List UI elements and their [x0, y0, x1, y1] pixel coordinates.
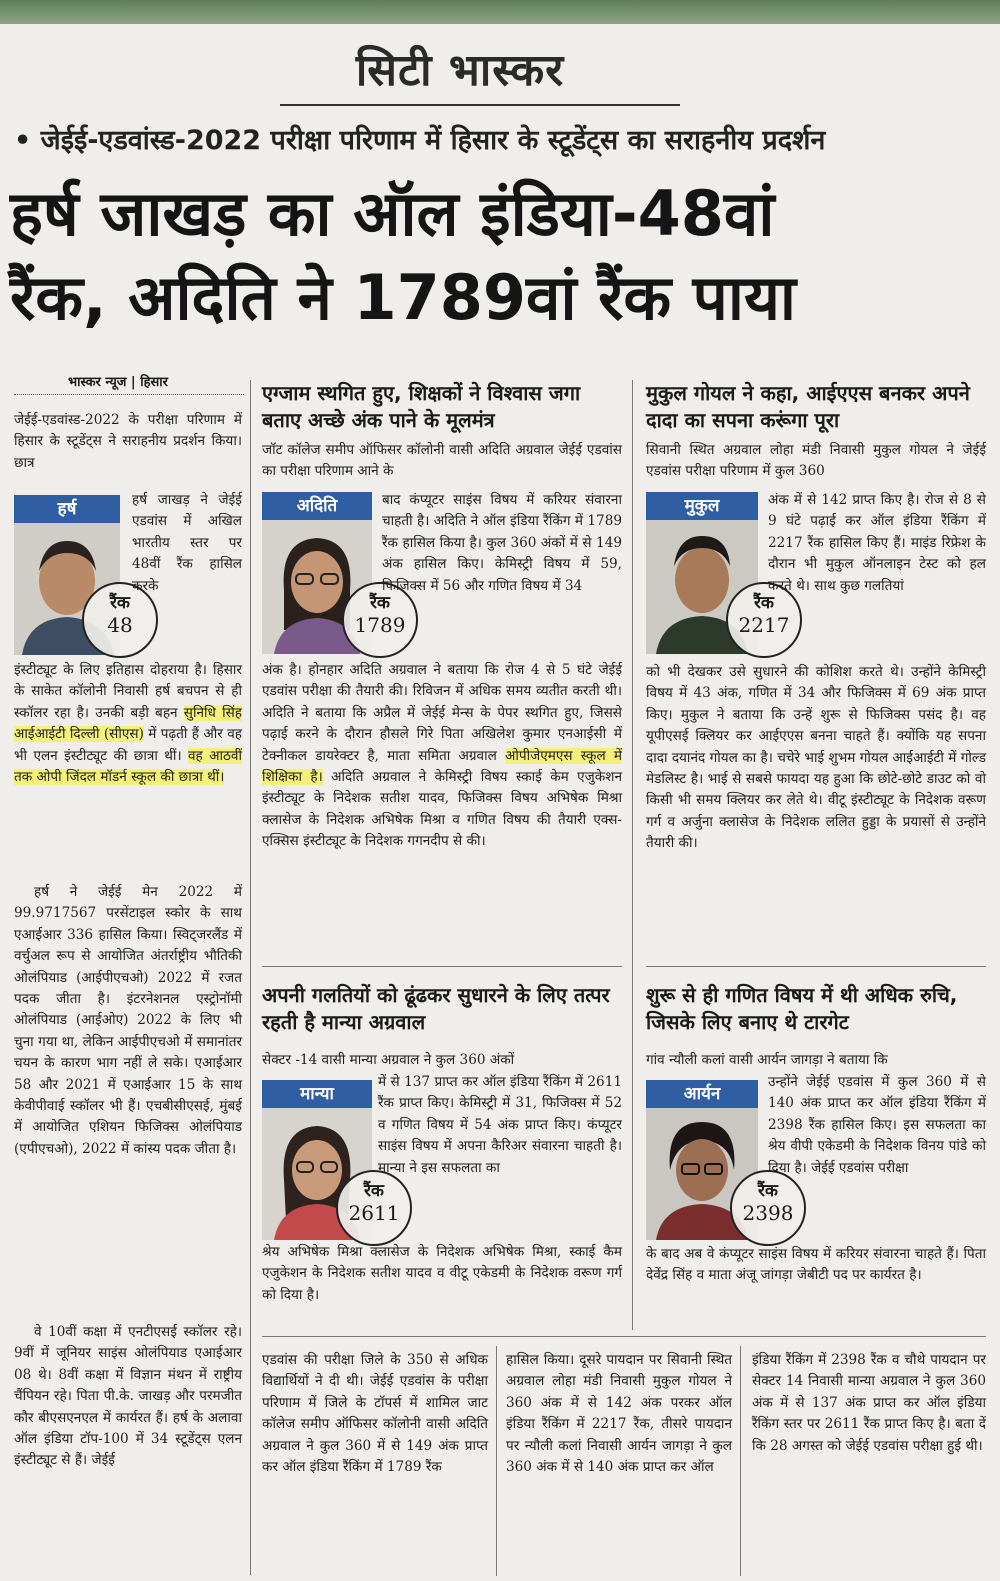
harsh-p1-c: में पढ़ती हैं और वह भी एलन इंस्टीट्यूट की छात्रा थीं। [14, 726, 242, 764]
section-rule-aryan [646, 966, 986, 967]
bottom-column-1: एडवांस की परीक्षा जिले के 350 से अधिक विद्यार्थियों ने दी थी। जेईई एडवांस के परीक्षा परिणाम में जिले के टॉपर्स में शामिल जाट कॉलेज समीप ऑफिसर कॉलोनी वासी अदिति अग्रवाल ने कुल 360 में से 149 अंक प्राप्त कर ऑल इंडिया रैंकिंग में 1789 रैंक [262, 1352, 488, 1476]
harsh-p1-highlight: सुनिधि सिंह आईआईटी दिल्ली (सीएस) [14, 704, 243, 743]
aditi-photo-label: अदिति [262, 492, 372, 520]
manya-rank-number: 2611 [348, 1201, 400, 1225]
manya-rank-badge [336, 1170, 412, 1246]
aryan-rank-number: 2398 [742, 1201, 794, 1225]
manya-body: श्रेय अभिषेक मिश्रा क्लासेज के निदेशक अभिषेक मिश्रा, स्काई कैम एजुकेशन के निदेशक सतीश यादव व वीटू एकेडमी के निदेशक वरूण गर्ग को दिया है। [262, 1244, 622, 1303]
harsh-paragraph-2: हर्ष ने जेईई मेन 2022 में 99.9717567 परसेंटाइल स्कोर के साथ एआईआर 336 हासिल किया। स्विट्जरलैंड में वर्चुअल रूप से आयोजित अंतर्राष्ट्रीय भौतिकी ओलंपियाड (आईपीएचओ) 2022 में रजत पदक जीता है। इंटरनेशनल एस्ट्रोनॉमी ओलंपियाड (आईओए) 2022 के लिए भी चुना गया था, लेकिन आईपीएचओ में समानांतर चयन के कारण भाग नहीं ले सके। एआईआर 58 और 2021 में एआईआर 15 के साथ केवीपीवाई स्कॉलर भी हैं। एचबीसीएसई, मुंबई में आयोजित एशियन फिजिक्स ओलंपियाड (एपीएचओ), 2022 में कांस्य पदक जीता है। [14, 884, 242, 1157]
aryan-photo-label: आर्यन [646, 1080, 758, 1108]
aditi-intro: जॉट कॉलेज समीप ऑफिसर कॉलोनी वासी अदिति अग्रवाल जेईई एडवांस का परीक्षा परिणाम आने के [262, 442, 622, 480]
bottom-column-rule-2 [740, 1346, 741, 1576]
section-rule-manya [262, 966, 622, 967]
aryan-body: के बाद अब वे कंप्यूटर साइंस विषय में करियर संवारना चाहते हैं। पिता देवेंद्र सिंह व माता अंजू जांगड़ा जेबीटी पद पर कार्यरत है। [646, 1246, 986, 1284]
masthead [240, 38, 680, 106]
harsh-rank-word: रैंक [109, 593, 130, 613]
harsh-p1-highlight-2: वह आठवीं तक ओपी जिंदल मॉडर्न स्कूल की छात्रा थीं। [14, 747, 242, 786]
mukul-rank-number: 2217 [738, 613, 790, 637]
bottom-column-2: हासिल किया। दूसरे पायदान पर सिवानी स्थित अग्रवाल लोहा मंडी निवासी मुकुल गोयल ने 360 अंक में से 142 अंक परकर ऑल इंडिया रैंकिंग में 2217 रैंक, तीसरे पायदान पर न्यौली कलां निवासी आर्यन जागड़ा ने कुल 360 अंक में से 140 अंक प्राप्त कर ऑल [506, 1352, 732, 1476]
masthead-rule [280, 104, 680, 106]
aryan-rank-badge [730, 1170, 806, 1246]
masthead-brand: सिटी भास्कर [355, 45, 565, 96]
harsh-rank-number: 48 [107, 613, 133, 637]
aditi-body [262, 660, 622, 853]
aryan-beside-text: उन्होंने जेईई एडवांस में कुल 360 में से 140 अंक प्राप्त कर ऑल इंडिया रैंकिंग में 2398 रैंक हासिल किए। इस सफलता का श्रेय वीपी एकेडमी के निदेशक विनय पांडे को दिया है। जेईई एडवांस परीक्षा [768, 1074, 986, 1176]
aryan-rank-word: रैंक [757, 1181, 778, 1201]
aditi-body-part-1: अंक है। होनहार अदिति अग्रवाल ने बताया कि रोज 4 से 5 घंटे जेईई एडवांस परीक्षा की तैयारी की। रिविजन में अधिक समय व्यतीत करती थी। अदिति ने बताया कि अप्रैल में जेईई मेन्स के पेपर स्थगित हुए, जिससे पढ़ाई करने के दौरान हौसले गिरे पिता अखिलेश कुमार एनआईसी में टेक्नीकल डायरेक्टर है, माता समिता अग्रवाल [262, 662, 622, 764]
aryan-heading: शुरू से ही गणित विषय में थी अधिक रुचि, जिसके लिए बनाए थे टारगेट [646, 983, 958, 1034]
harsh-photo-label: हर्ष [14, 495, 120, 523]
mukul-beside-text: अंक में से 142 प्राप्त किए है। रोज से 8 से 9 घंटे पढ़ाई कर ऑल इंडिया रैंकिंग में 2217 रैंक हासिल किए हैं। माइंड रिफ्रेश के दौरान भी मुकुल ऑनलाइन टेस्ट को हल करते थे। साथ कुछ गलतियां [768, 492, 986, 594]
manya-heading: अपनी गलतियों को ढूंढकर सुधारने के लिए तत्पर रहती है मान्या अग्रवाल [262, 983, 610, 1034]
mukul-rank-word: रैंक [753, 593, 774, 613]
headline [10, 172, 995, 340]
aditi-heading: एग्जाम स्थगित हुए, शिक्षकों ने विश्वास जगा बताए अच्छे अंक पाने के मूलमंत्र [262, 381, 581, 432]
mukul-photo-label: मुकुल [646, 492, 758, 520]
aditi-beside-text: बाद कंप्यूटर साइंस विषय में करियर संवारना चाहती है। अदिति ने ऑल इंडिया रैंकिंग में 1789 रैंक हासिल किया है। कुल 360 अंकों में से 149 अंक हासिल किए। केमिस्ट्री विषय में 59, फिजिक्स में 56 और गणित विषय में 34 [382, 492, 622, 594]
manya-photo-label: मान्या [262, 1080, 372, 1108]
harsh-paragraph-3: वे 10वीं कक्षा में एनटीएसई स्कॉलर रहे। 9वीं में जूनियर साइंस ओलंपियाड एआईआर 08 थे। 8वीं कक्षा में विज्ञान मंथन में राष्ट्रीय चैंपियन रहे। पिता पी.के. जाखड़ और परमजीत कौर बीएसएनएल में कार्यरत हैं। हर्ष के अलावा ऑल इंडिया टॉप-100 में 34 स्टूडेंट्स एलन इंस्टीट्यूट से हैं। जेईई [14, 1324, 242, 1469]
aditi-body-part-2: अदिति अग्रवाल ने केमिस्ट्री विषय स्काई केम एजुकेशन इंस्टीट्यूट के निदेशक सतीश यादव, फिजिक्स विषय अभिषेक मिश्रा क्लासेज के निदेशक अभिषेक मिश्रा व गणित विषय की तैयारी एक्स-एक्सिस इंस्टीट्यूट के निदेशक गगनदीप से की। [262, 769, 622, 850]
kicker: • जेईई-एडवांस्ड-2022 परीक्षा परिणाम में हिसार के स्टूडेंट्स का सराहनीय प्रदर्शन [14, 125, 826, 156]
column-rule-1 [250, 380, 251, 1575]
harsh-intro: जेईई-एडवांस्ड-2022 के परीक्षा परिणाम में हिसार के स्टूडेंट्स ने सराहनीय प्रदर्शन किया। छात्र [14, 412, 242, 471]
byline: भास्कर न्यूज | हिसार [68, 375, 168, 390]
mukul-intro: सिवानी स्थित अग्रवाल लोहा मंडी निवासी मुकुल गोयल ने जेईई एडवांस परीक्षा परिणाम में कुल 360 [646, 442, 986, 480]
aryan-intro: गांव न्यौली कलां वासी आर्यन जागड़ा ने बताया कि [646, 1052, 888, 1068]
aditi-rank-number: 1789 [354, 613, 406, 637]
harsh-p1-a: इंस्टीट्यूट के लिए इतिहास दोहराया है। हिसार के साकेत कॉलोनी निवासी हर्ष बचपन से ही स्कॉलर रहा है। उनकी बड़ी बहन [14, 662, 242, 721]
page-top-band [0, 0, 1000, 24]
column-rule-2 [632, 380, 633, 1330]
aditi-rank-word: रैंक [369, 593, 390, 613]
headline-line-2: रैंक, अदिति ने 1789वां रैंक पाया [10, 261, 796, 334]
manya-beside-text: में से 137 प्राप्त कर ऑल इंडिया रैंकिंग में 2611 रैंक प्राप्त किए। केमिस्ट्री में 31, फिजिक्स में 52 व गणित विषय में 54 अंक प्राप्त किए। कंप्यूटर साइंस विषय में अपना कैरिअर संवारना चाहती है। मान्या ने इस सफलता का [378, 1074, 622, 1176]
byline-rule [14, 394, 244, 395]
manya-intro: सेक्टर -14 वासी मान्या अग्रवाल ने कुल 360 अंकों [262, 1052, 515, 1068]
harsh-paragraph-1 [14, 660, 242, 788]
bottom-column-rule-1 [496, 1346, 497, 1576]
mukul-heading: मुकुल गोयल ने कहा, आईएएस बनकर अपने दादा का सपना करूंगा पूरा [646, 381, 970, 432]
bottom-column-3: इंडिया रैंकिंग में 2398 रैंक व चौथे पायदान पर सेक्टर 14 निवासी मान्या अग्रवाल ने कुल 360 अंक में से 137 अंक प्राप्त कर ऑल इंडिया रैंकिंग स्तर पर 2611 रैंक प्राप्त किए है। बता दें कि 28 अगस्त को जेईई एडवांस परीक्षा हुई थी। [752, 1352, 986, 1454]
mukul-body: को भी देखकर उसे सुधारने की कोशिश करते थे। उन्होंने केमिस्ट्री विषय में 43 अंक, गणित में 34 और फिजिक्स में 69 अंक प्राप्त किए। मुकुल ने बताया कि उन्हें शुरू से फिजिक्स पसंद है। वह यूपीएसई क्लियर कर आईएएस बनना चाहते हैं। क्योंकि यह सपना दादा दयानंद गोयल का है। चचेरे भाई शुभम गोयल आईआईटी में गोल्ड मेडलिस्ट है। भाई से सबसे फायदा यह हुआ कि छोटे-छोटे डाउट को वो किसी भी समय क्लियर कर लेते थे। वीटू इंस्टीट्यूट के निदेशक वरूण गर्ग व अर्जुना क्लासेज के निदेशक ललित हुड्डा के प्रयासों से उन्होंने तैयारी की। [646, 664, 986, 852]
headline-line-1: हर्ष जाखड़ का ऑल इंडिया-48वां [10, 177, 775, 250]
harsh-beside-text: हर्ष जाखड़ ने जेईई एडवांस में अखिल भारतीय स्तर पर 48वीं रैंक हासिल करके [132, 492, 242, 594]
aditi-body-highlight: ओपीजेएमएस स्कूल में शिक्षिका है। [262, 747, 622, 786]
bottom-section-rule [262, 1336, 986, 1337]
manya-rank-word: रैंक [363, 1181, 384, 1201]
